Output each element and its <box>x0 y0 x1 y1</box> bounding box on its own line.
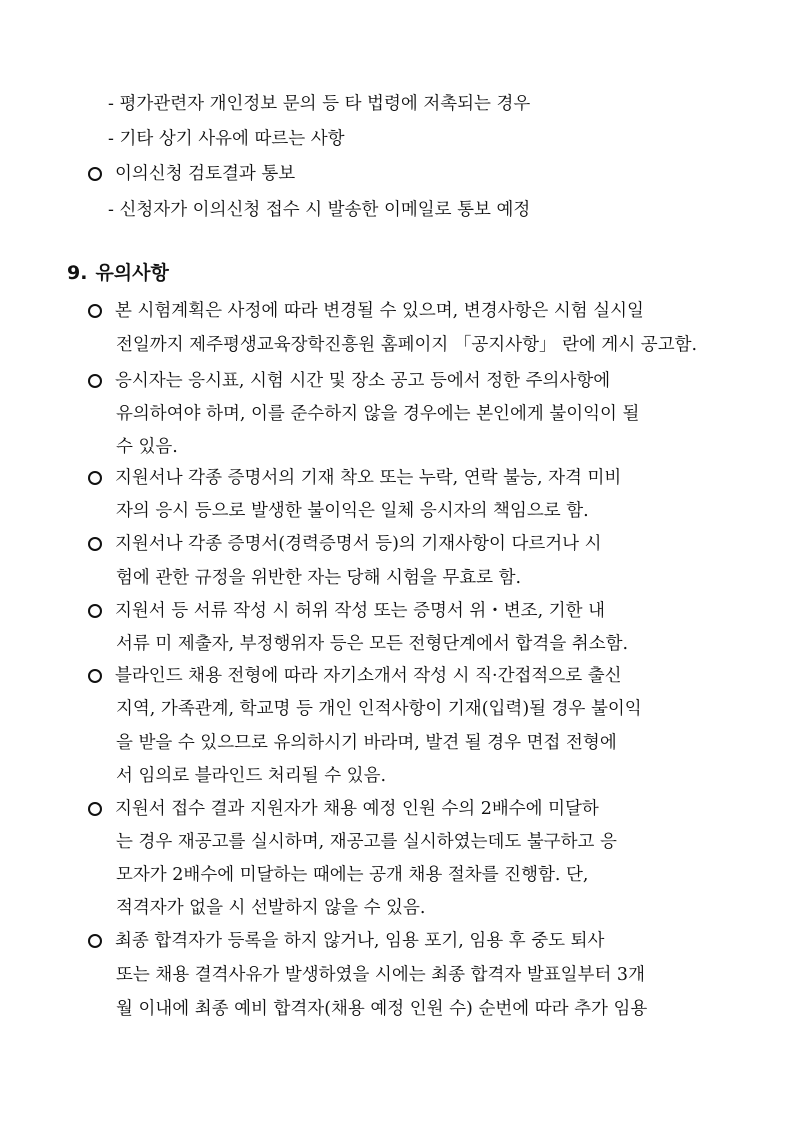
notice-line: 서류 미 제출자, 부정행위자 등은 모든 전형단계에서 합격을 취소함. <box>116 634 629 654</box>
circle-bullet-icon <box>88 304 102 318</box>
notice-line: 또는 채용 결격사유가 발생하였을 시에는 최종 합격자 발표일부터 3개 <box>116 965 645 985</box>
circle-bullet-icon <box>88 934 102 948</box>
notice-line: 지원서나 각종 증명서(경력증명서 등)의 기재사항이 다르거나 시 <box>115 534 602 554</box>
notice-item <box>88 664 728 688</box>
notice-item <box>88 929 728 953</box>
notice-line: 지원서나 각종 증명서의 기재 착오 또는 누락, 연락 불능, 자격 미비 <box>115 468 622 488</box>
dash-item-other-reasons: - 기타 상기 사유에 따르는 사항 <box>108 129 345 149</box>
notice-line: 최종 합격자가 등록을 하지 않거나, 임용 포기, 임용 후 중도 퇴사 <box>115 931 605 951</box>
dash-item-email-notice: - 신청자가 이의신청 접수 시 발송한 이메일로 통보 예정 <box>108 200 531 220</box>
notice-line: 응시자는 응시표, 시험 시간 및 장소 공고 등에서 정한 주의사항에 <box>115 371 611 391</box>
circle-bullet-icon <box>88 604 102 618</box>
notice-line: 을 받을 수 있으므로 유의하시기 바라며, 발견 될 경우 면접 전형에 <box>116 733 617 753</box>
notice-item <box>88 466 728 490</box>
notice-line: 수 있음. <box>116 437 178 457</box>
notice-line: 블라인드 채용 전형에 따라 자기소개서 작성 시 직·간접적으로 출신 <box>115 666 622 686</box>
notice-line: 지원서 접수 결과 지원자가 채용 예정 인원 수의 2배수에 미달하 <box>115 799 599 819</box>
circle-bullet-icon <box>88 374 102 388</box>
notice-line: 모자가 2배수에 미달하는 때에는 공개 채용 절차를 진행함. 단, <box>116 865 589 885</box>
notice-line: 지원서 등 서류 작성 시 허위 작성 또는 증명서 위・변조, 기한 내 <box>115 601 605 621</box>
notice-item <box>88 369 728 393</box>
circle-bullet-icon <box>88 537 102 551</box>
section-number: 9. <box>67 262 88 284</box>
notice-item <box>88 532 728 556</box>
dash-item-personal-info: - 평가관련자 개인정보 문의 등 타 법령에 저촉되는 경우 <box>108 94 531 114</box>
notice-item <box>88 299 728 323</box>
notice-item <box>88 599 728 623</box>
notice-line: 지역, 가족관계, 학교명 등 개인 인적사항이 기재(입력)될 경우 불이익 <box>116 699 642 719</box>
circle-bullet-icon <box>88 669 102 683</box>
notice-line: 유의하여야 하며, 이를 준수하지 않을 경우에는 본인에게 불이익이 될 <box>116 404 640 424</box>
section-title: 유의사항 <box>95 262 169 284</box>
notice-line: 본 시험계획은 사정에 따라 변경될 수 있으며, 변경사항은 시험 실시일 <box>115 301 644 321</box>
notice-line: 적격자가 없을 시 선발하지 않을 수 있음. <box>116 898 426 918</box>
notice-line: 서 임의로 블라인드 처리될 수 있음. <box>116 766 387 786</box>
notice-item <box>88 797 728 821</box>
notice-line: 자의 응시 등으로 발생한 불이익은 일체 응시자의 책임으로 함. <box>116 501 589 521</box>
circle-bullet-icon <box>88 471 102 485</box>
bullet-text: 이의신청 검토결과 통보 <box>115 164 296 184</box>
notice-line: 는 경우 재공고를 실시하며, 재공고를 실시하였는데도 불구하고 응 <box>116 832 617 852</box>
notice-line: 전일까지 제주평생교육장학진흥원 홈페이지 「공지사항」 란에 게시 공고함. <box>116 335 698 355</box>
notice-line: 험에 관한 규정을 위반한 자는 당해 시험을 무효로 함. <box>116 568 522 588</box>
circle-bullet-icon <box>88 167 102 181</box>
section-heading <box>67 260 169 286</box>
circle-bullet-icon <box>88 802 102 816</box>
notice-line: 월 이내에 최종 예비 합격자(채용 예정 인원 수) 순번에 따라 추가 임용 <box>116 999 648 1019</box>
bullet-objection-result <box>88 162 728 186</box>
